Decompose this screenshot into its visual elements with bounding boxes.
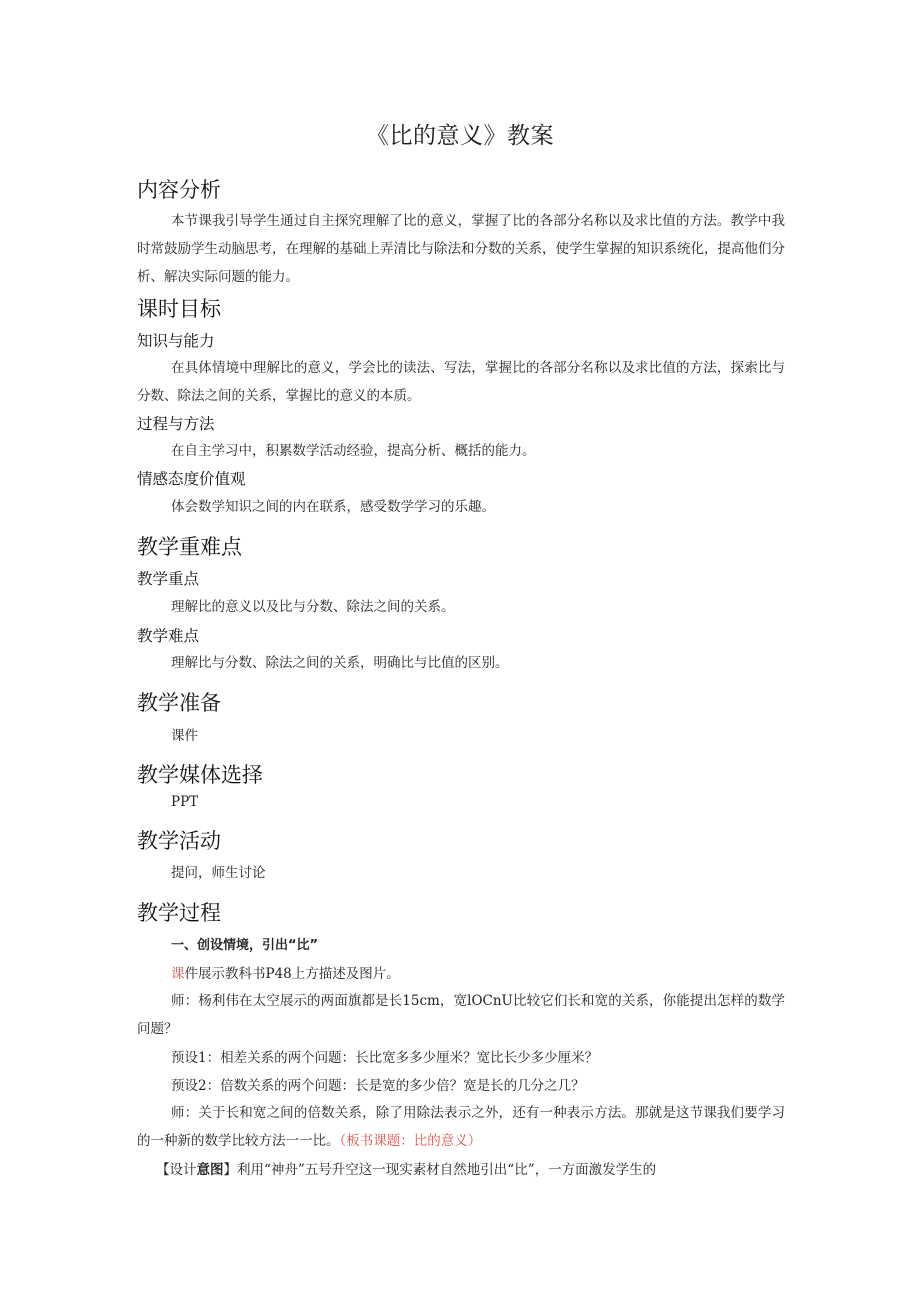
design-label-post: 】 <box>223 1162 237 1178</box>
process-method-text: 在自主学习中，积累数学活动经验，提高分析、概括的能力。 <box>171 443 536 459</box>
heading-difficulty: 教学难点 <box>137 627 200 645</box>
media-text: PPT <box>171 794 199 810</box>
design-intent-line <box>156 1160 806 1180</box>
teacher-answer <box>137 1099 785 1155</box>
teacher-question: 师：杨利伟在太空展示的两面旗都是长15cm，宽lOCnU比较它们长和宽的关系，你能提出怎样的数学问题？ <box>137 993 785 1037</box>
heading-key-points: 教学重难点 <box>137 535 242 559</box>
courseware-line <box>171 964 821 984</box>
heading-objectives: 课时目标 <box>137 297 221 321</box>
document-title: 《比的意义》教案 <box>366 123 554 149</box>
board-note: （板书课题：比的意义） <box>339 1133 482 1149</box>
courseware-rest: 件展示教科书P48上方描述及图片。 <box>184 966 400 982</box>
content-analysis-text: 本节课我引导学生通过自主探究理解了比的意义，掌握了比的各部分名称以及求比值的方法。教学中我时常鼓励学生动脑思考，在理解的基础上弄清比与除法和分数的关系，使学生掌握的知识系统化，提高他们分析、解决实际问题的能力。 <box>137 213 785 285</box>
preset-1: 预设1：相差关系的两个问题：长比宽多多少厘米？宽比长少多少厘米？ <box>171 1050 599 1066</box>
heading-content-analysis: 内容分析 <box>137 178 221 202</box>
activities-text: 提问，师生讨论 <box>171 865 266 881</box>
heading-emotion: 情感态度价值观 <box>137 470 246 488</box>
difficulty-text: 理解比与分数、除法之间的关系，明确比与比值的区别。 <box>171 655 509 671</box>
design-intent-text: 利用“神舟”五号升空这一现实素材自然地引出“比”，一方面激发学生的 <box>237 1162 657 1178</box>
heading-teaching-process: 教学过程 <box>137 901 221 925</box>
preset-2: 预设2：倍数关系的两个问题：长是宽的多少倍？宽是长的几分之几？ <box>171 1078 585 1094</box>
heading-process-method: 过程与方法 <box>137 415 215 433</box>
emotion-text: 体会数学知识之间的内在联系，感受数学学习的乐趣。 <box>171 499 495 515</box>
design-label-bold: 意图 <box>196 1162 224 1178</box>
focus-text: 理解比的意义以及比与分数、除法之间的关系。 <box>171 599 455 615</box>
heading-knowledge: 知识与能力 <box>137 332 215 350</box>
teacher-answer-text: 师：关于长和宽之间的倍数关系，除了用除法表示之外，还有一种表示方法。那就是这节课我们要学习的一种新的数学比较方法一一比。 <box>137 1105 785 1149</box>
heading-focus: 教学重点 <box>137 570 200 588</box>
design-label-pre: 【设计 <box>156 1162 197 1178</box>
step1-heading: 一、创设情境，引出“比” <box>171 938 319 953</box>
heading-media: 教学媒体选择 <box>137 763 263 787</box>
courseware-red-char: 课 <box>171 966 185 982</box>
heading-activities: 教学活动 <box>137 829 221 853</box>
heading-preparation: 教学准备 <box>137 691 221 715</box>
preparation-text: 课件 <box>171 728 198 744</box>
knowledge-text: 在具体情境中理解比的意义，学会比的读法、写法，掌握比的各部分名称以及求比值的方法，探索比与分数、除法之间的关系，掌握比的意义的本质。 <box>137 360 785 404</box>
